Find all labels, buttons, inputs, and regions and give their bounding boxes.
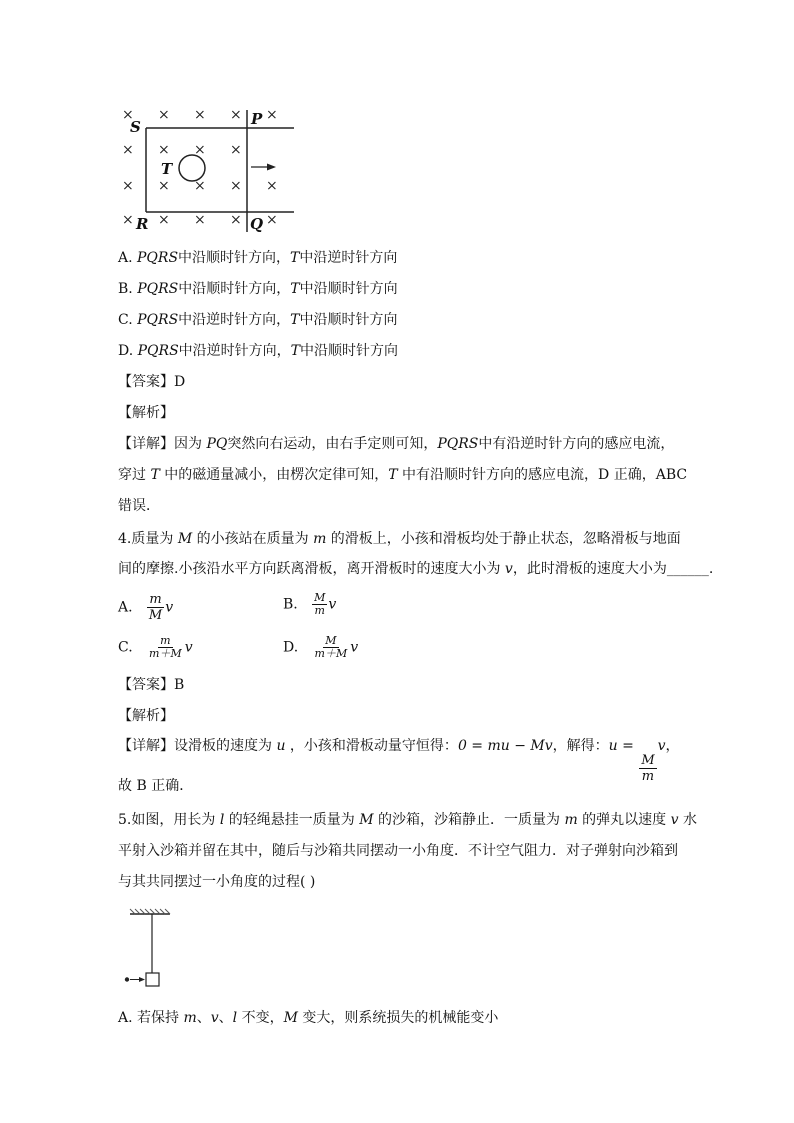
cross-mark: ×	[230, 142, 242, 158]
cross-mark: ×	[230, 178, 242, 194]
fraction: $\frac{m}{m+M}$	[149, 634, 182, 660]
q5-stem-line-1: 5.如图，用长为 l 的轻绳悬挂一质量为 M 的沙箱，沙箱静止．一质量为 m 的弹丸以速度 v 水	[118, 812, 698, 828]
cross-mark: ×	[194, 142, 206, 158]
q3-analysis-heading: 【解析】	[118, 405, 174, 421]
q4-option-c: C. $\frac{m}{m+M}$ v	[118, 634, 193, 660]
sandbox	[146, 973, 159, 986]
fraction: $\frac{M}{m+M}$	[314, 634, 348, 660]
q3-detail-line-1: 【详解】因为 PQ突然向右运动，由右手定则可知，PQRS中有沿逆时针方向的感应电流，	[118, 436, 675, 452]
cross-mark: ×	[122, 178, 134, 194]
q3-option-a: A. PQRS中沿顺时针方向，T中沿逆时针方向	[118, 250, 398, 266]
q5-stem-line-3: 与其共同摆过一小角度的过程( )	[118, 874, 316, 890]
label-t: T	[161, 160, 173, 178]
label-r: R	[136, 215, 149, 233]
q3-detail-line-2: 穿过 T 中的磁通量减小，由楞次定律可知，T 中有沿顺时针方向的感应电流，D 正确，ABC	[118, 467, 688, 483]
cross-mark: ×	[122, 142, 134, 158]
fraction: $\frac{m}{M}$	[148, 592, 163, 623]
q4-option-b: B. $\frac{M}{m}$ v	[283, 591, 337, 617]
q4-stem-line-1: 4.质量为 M 的小孩站在质量为 m 的滑板上，小孩和滑板均处于静止状态，忽略滑板与地面	[118, 531, 681, 547]
cross-mark: ×	[158, 142, 170, 158]
cross-mark: ×	[230, 107, 242, 123]
cross-mark: ×	[122, 212, 134, 228]
q4-analysis-heading: 【解析】	[118, 708, 174, 724]
cross-mark: ×	[158, 178, 170, 194]
q5-option-a: A. 若保持 m、v、l 不变，M 变大，则系统损失的机械能变小	[118, 1010, 499, 1026]
q5-stem-line-2: 平射入沙箱并留在其中，随后与沙箱共同摆动一小角度．不计空气阻力．对子弹射向沙箱到	[118, 843, 678, 859]
q3-option-d: D. PQRS中沿逆时针方向，T中沿顺时针方向	[118, 343, 399, 359]
fraction: $\frac{M}{m}$	[314, 591, 326, 617]
cross-mark: ×	[266, 107, 278, 123]
cross-mark: ×	[194, 178, 206, 194]
q4-option-d: D. $\frac{M}{m+M}$ v	[283, 634, 359, 660]
cross-mark: ×	[194, 212, 206, 228]
q3-detail-line-3: 错误．	[118, 498, 160, 514]
label-s: S	[130, 118, 141, 136]
label-q: Q	[250, 215, 264, 233]
circuit-figure	[118, 100, 298, 235]
pendulum-figure	[118, 906, 178, 990]
q4-detail-line-1: 【详解】设滑板的速度为 u ，小孩和滑板动量守恒得：0 = mu − Mv，解得：u = $\frac{M}{m}$ v，	[118, 738, 680, 784]
q4-detail-line-2: 故 B 正确．	[118, 778, 194, 794]
label-p: P	[251, 110, 263, 128]
q3-option-b: B. PQRS中沿顺时针方向，T中沿顺时针方向	[118, 281, 398, 297]
q4-stem-line-2: 间的摩擦.小孩沿水平方向跃离滑板，离开滑板时的速度大小为 v，此时滑板的速度大小为______.	[118, 561, 714, 577]
q4-answer: 【答案】B	[118, 677, 185, 693]
bullet	[125, 977, 129, 981]
q3-option-c: C. PQRS中沿逆时针方向，T中沿顺时针方向	[118, 312, 398, 328]
cross-mark: ×	[194, 107, 206, 123]
cross-mark: ×	[158, 107, 170, 123]
cross-mark: ×	[158, 212, 170, 228]
cross-mark: ×	[122, 107, 134, 123]
cross-mark: ×	[266, 212, 278, 228]
cross-mark: ×	[266, 178, 278, 194]
fraction: $\frac{M}{m}$	[641, 753, 655, 784]
q4-option-a: A. $\frac{m}{M}$ v	[118, 592, 174, 623]
q3-answer: 【答案】D	[118, 374, 186, 390]
coil-t	[179, 155, 205, 181]
cross-mark: ×	[230, 212, 242, 228]
